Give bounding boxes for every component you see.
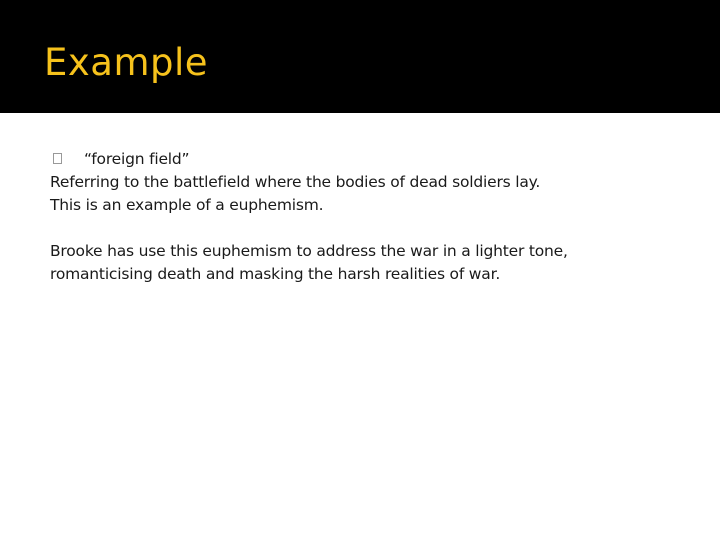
title-bar [0, 0, 720, 113]
body-line-4: romanticising death and masking the harsh realities of war. [50, 265, 501, 283]
body-line-2: This is an example of a euphemism. [50, 196, 324, 214]
bullet-text: “foreign field” [84, 150, 190, 168]
bullet-item [50, 148, 690, 171]
slide-title: Example [44, 41, 209, 84]
body-line-3: Brooke has use this euphemism to address the war in a lighter tone, [50, 242, 568, 260]
bullet-box-icon [53, 153, 62, 164]
slide-body [50, 148, 690, 286]
body-line-1: Referring to the battlefield where the bodies of dead soldiers lay. [50, 173, 541, 191]
paragraph-spacer [50, 217, 690, 240]
